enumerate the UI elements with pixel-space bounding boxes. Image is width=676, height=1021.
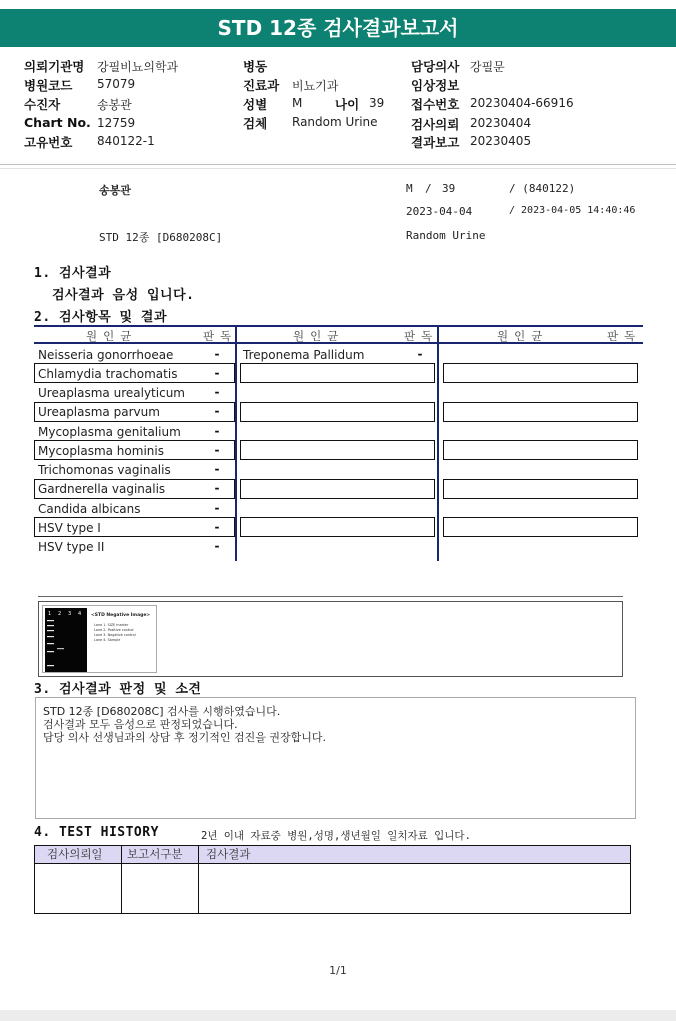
organism-result: - [214, 366, 220, 380]
receipt-date: 2023-04-04 [406, 205, 473, 218]
gel-picture [43, 606, 157, 673]
organism-name: Gardnerella vaginalis [38, 482, 166, 496]
age-label: 나이 [335, 97, 360, 112]
col3-organism-header: 원인균 [497, 329, 549, 343]
test-code: STD 12종 [D680208C] [99, 231, 223, 244]
gel-band [47, 620, 54, 621]
empty-row-box [240, 479, 435, 499]
doctor-value: 강필문 [470, 60, 505, 74]
gel-legend-line: Lane 2. Positive control [94, 628, 134, 632]
col2-organism-header: 원인균 [293, 329, 345, 343]
table-top-rule [34, 325, 643, 327]
department-label: 진료과 [243, 78, 280, 93]
organism-name: HSV type II [38, 540, 105, 554]
gel-band [47, 625, 54, 626]
gel-lane-label: 1 [48, 611, 52, 617]
gel-lane-label: 3 [68, 611, 72, 617]
organism-result: - [214, 462, 220, 476]
organism-name: Candida albicans [38, 502, 141, 516]
request-date-label: 검사의뢰 [411, 117, 460, 132]
receipt-no-label: 접수번호 [411, 97, 460, 112]
opinion-line: STD 12종 [D680208C] 검사를 시행하였습니다. [43, 705, 281, 718]
organism-name: Mycoplasma hominis [38, 444, 164, 458]
report-date-value: 20230405 [470, 134, 532, 148]
empty-row-box [443, 517, 638, 537]
organism-name: Treponema Pallidum [243, 348, 365, 362]
history-col-result: 검사결과 [206, 847, 251, 861]
report-datetime: / 2023-04-05 14:40:46 [509, 205, 636, 216]
chart-no-value: 12759 [97, 116, 136, 130]
organism-name: Trichomonas vaginalis [38, 463, 171, 477]
organism-result: - [214, 385, 220, 399]
opinion-line: 검사결과 모두 음성으로 판정되었습니다. [43, 718, 238, 731]
empty-row-box [443, 479, 638, 499]
section1-title: 1. 검사결과 [34, 266, 112, 281]
patient-slash: / [425, 182, 432, 195]
empty-row-box [443, 363, 638, 383]
history-note: 2년 이내 자료중 병원,성명,생년월일 일치자료 입니다. [201, 830, 471, 842]
institution-value: 강필비뇨의학과 [97, 60, 179, 74]
specimen-type: Random Urine [406, 229, 486, 242]
history-header-row [35, 846, 630, 864]
ward-label: 병동 [243, 59, 268, 74]
sex-value: M [292, 96, 303, 110]
gel-band [47, 643, 54, 644]
history-col-request-date: 검사의뢰일 [47, 847, 103, 861]
section2-title: 2. 검사항목 및 결과 [34, 310, 168, 325]
organism-result: - [214, 443, 220, 457]
organism-name: Ureaplasma urealyticum [38, 386, 185, 400]
gel-legend-line: Lane 4. Sample [94, 638, 121, 642]
chart-no-label: Chart No. [24, 115, 91, 130]
organism-name: Chlamydia trachomatis [38, 367, 178, 381]
col1-judgement-header: 판독 [203, 329, 238, 343]
gel-band [47, 630, 54, 631]
clinical-info-label: 임상정보 [411, 78, 460, 93]
history-table [34, 845, 631, 914]
empty-row-box [240, 517, 435, 537]
history-col-divider [121, 846, 122, 913]
empty-row-box [240, 402, 435, 422]
request-date-value: 20230404 [470, 116, 532, 130]
opinion-line: 담당 의사 선생님과의 상담 후 정기적인 검진을 권장합니다. [43, 731, 326, 744]
organism-name: HSV type I [38, 521, 101, 535]
patient-age: 39 [442, 182, 456, 195]
empty-row-box [443, 402, 638, 422]
gel-title: <STD Negative Image> [91, 613, 151, 618]
section4-title: 4. TEST HISTORY [34, 825, 159, 840]
gel-top-rule [38, 596, 623, 597]
organism-result: - [214, 424, 220, 438]
table-col-divider-2 [437, 325, 439, 561]
age-value: 39 [369, 96, 385, 110]
organism-result: - [214, 404, 220, 418]
section3-title: 3. 검사결과 판정 및 소견 [34, 682, 202, 697]
col1-organism-header: 원인균 [86, 329, 138, 343]
department-value: 비뇨기과 [292, 79, 339, 93]
history-col-divider [198, 846, 199, 913]
sex-label: 성별 [243, 97, 268, 112]
gel-band [47, 665, 54, 666]
gel-lane-label: 2 [58, 611, 62, 617]
result-summary: 검사결과 음성 입니다. [52, 288, 195, 303]
page-number: 1/1 [329, 964, 347, 977]
header-divider [0, 164, 676, 165]
report-title: STD 12종 검사결과보고서 [0, 9, 676, 47]
specimen-label: 검체 [243, 116, 268, 131]
empty-row-box [240, 363, 435, 383]
empty-row-box [443, 440, 638, 460]
institution-label: 의뢰기관명 [24, 59, 85, 74]
unique-no-label: 고유번호 [24, 135, 73, 150]
organism-name: Mycoplasma genitalium [38, 425, 181, 439]
table-col-divider-1 [235, 325, 237, 561]
gel-image [42, 605, 157, 673]
specimen-value: Random Urine [292, 115, 378, 129]
organism-name: Ureaplasma parvum [38, 405, 160, 419]
organism-result: - [214, 539, 220, 553]
gel-legend-line: Lane 1. SIZE marker [94, 623, 129, 627]
receipt-no-value: 20230404-66916 [470, 96, 574, 110]
col3-judgement-header: 판독 [607, 329, 642, 343]
unique-no-value: 840122-1 [97, 134, 155, 148]
col2-judgement-header: 판독 [404, 329, 439, 343]
organism-result: - [214, 481, 220, 495]
report-date-label: 결과보고 [411, 135, 460, 150]
history-col-report-type: 보고서구분 [127, 847, 183, 861]
patient-name: 송봉관 [99, 184, 131, 197]
gel-background [45, 608, 87, 672]
organism-result: - [417, 347, 423, 361]
examinee-label: 수진자 [24, 97, 61, 112]
patient-sex: M [406, 182, 413, 195]
gel-band [47, 636, 54, 637]
patient-id: / (840122) [509, 182, 576, 195]
examinee-value: 송봉관 [97, 98, 132, 112]
organism-result: - [214, 520, 220, 534]
gel-legend-line: Lane 3. Negative control [94, 633, 136, 637]
gel-band [57, 648, 64, 649]
organism-name: Neisseria gonorrhoeae [38, 348, 174, 362]
organism-result: - [214, 501, 220, 515]
hospital-code-value: 57079 [97, 77, 136, 91]
empty-row-box [240, 440, 435, 460]
gel-lane-label: 4 [78, 611, 82, 617]
doctor-label: 담당의사 [411, 59, 460, 74]
organism-result: - [214, 347, 220, 361]
hospital-code-label: 병원코드 [24, 78, 73, 93]
gel-band [47, 651, 54, 652]
header-divider-shadow [0, 168, 676, 169]
